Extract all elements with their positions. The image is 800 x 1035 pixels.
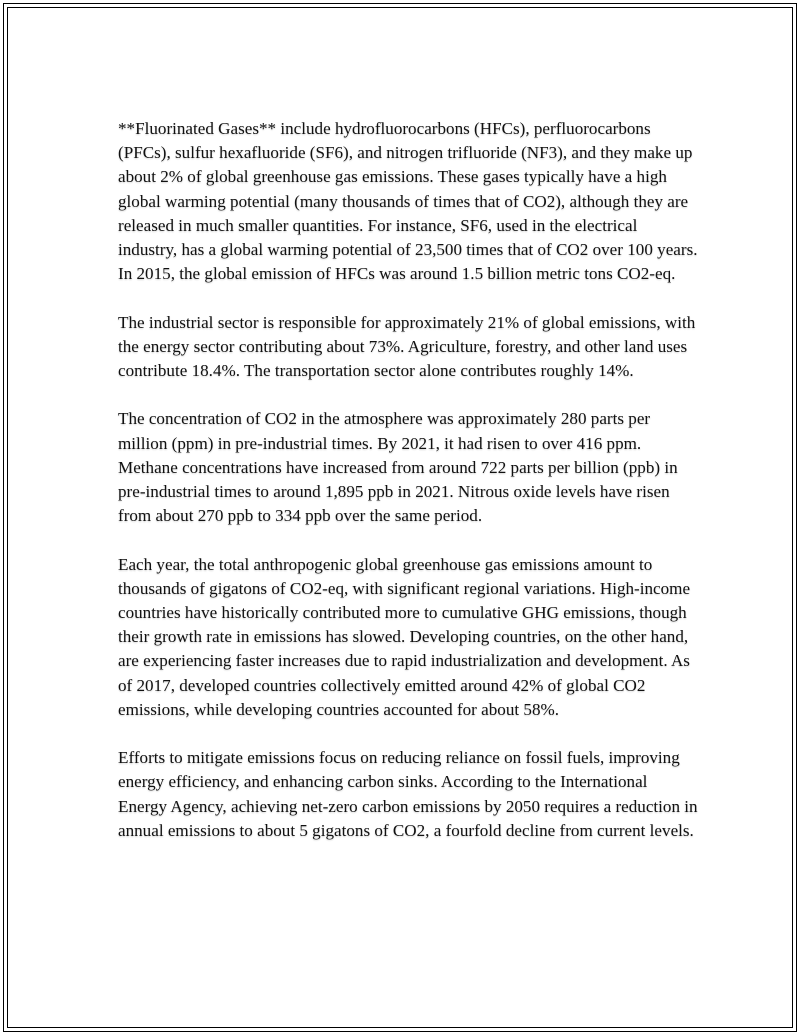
paragraph-sector-emissions: The industrial sector is responsible for approximately 21% of global emissions, with the energy sector contributing about 73%. Agriculture, forestry, and other land uses contribute 18.4%. The transportation sector alone contributes roughly 14%.: [118, 312, 696, 381]
paragraph-mitigation-efforts: Efforts to mitigate emissions focus on reducing reliance on fossil fuels, improving energy efficiency, and enhancing carbon sinks. According to the International Energy Agency, achieving net-zero carbon emissions by 2050 requires a reduction in annual emissions to about 5 gigatons of CO2, a fourfold decline from current levels.: [118, 748, 698, 840]
document-body: [118, 117, 698, 867]
paragraph-atmospheric-concentrations: The concentration of CO2 in the atmosphere was approximately 280 parts per million (ppm) in pre-industrial times. By 2021, it had risen to over 416 ppm. Methane concentrations have increased from around 722 parts per billion (ppb) in pre-industrial times to around 1,895 ppb in 2021. Nitrous oxide levels have risen from about 270 ppb to 334 ppb over the same period.: [118, 409, 678, 526]
paragraph-regional-emissions: Each year, the total anthropogenic global greenhouse gas emissions amount to thousands of gigatons of CO2-eq, with significant regional variations. High-income countries have historically contributed more to cumulative GHG emissions, though their growth rate in emissions has slowed. Developing countries, on the other hand, are experiencing faster increases due to rapid industrialization and development. As of 2017, developed countries collectively emitted around 42% of global CO2 emissions, while developing countries accounted for about 58%.: [118, 554, 691, 719]
paragraph-fluorinated-gases: **Fluorinated Gases** include hydrofluorocarbons (HFCs), perfluorocarbons (PFCs), sulfur hexafluoride (SF6), and nitrogen trifluoride (NF3), and they make up about 2% of global greenhouse gas emissions. These gases typically have a high global warming potential (many thousands of times that of CO2), although they are released in much smaller quantities. For instance, SF6, used in the electrical industry, has a global warming potential of 23,500 times that of CO2 over 100 years. In 2015, the global emission of HFCs was around 1.5 billion metric tons CO2-eq.: [118, 119, 698, 284]
